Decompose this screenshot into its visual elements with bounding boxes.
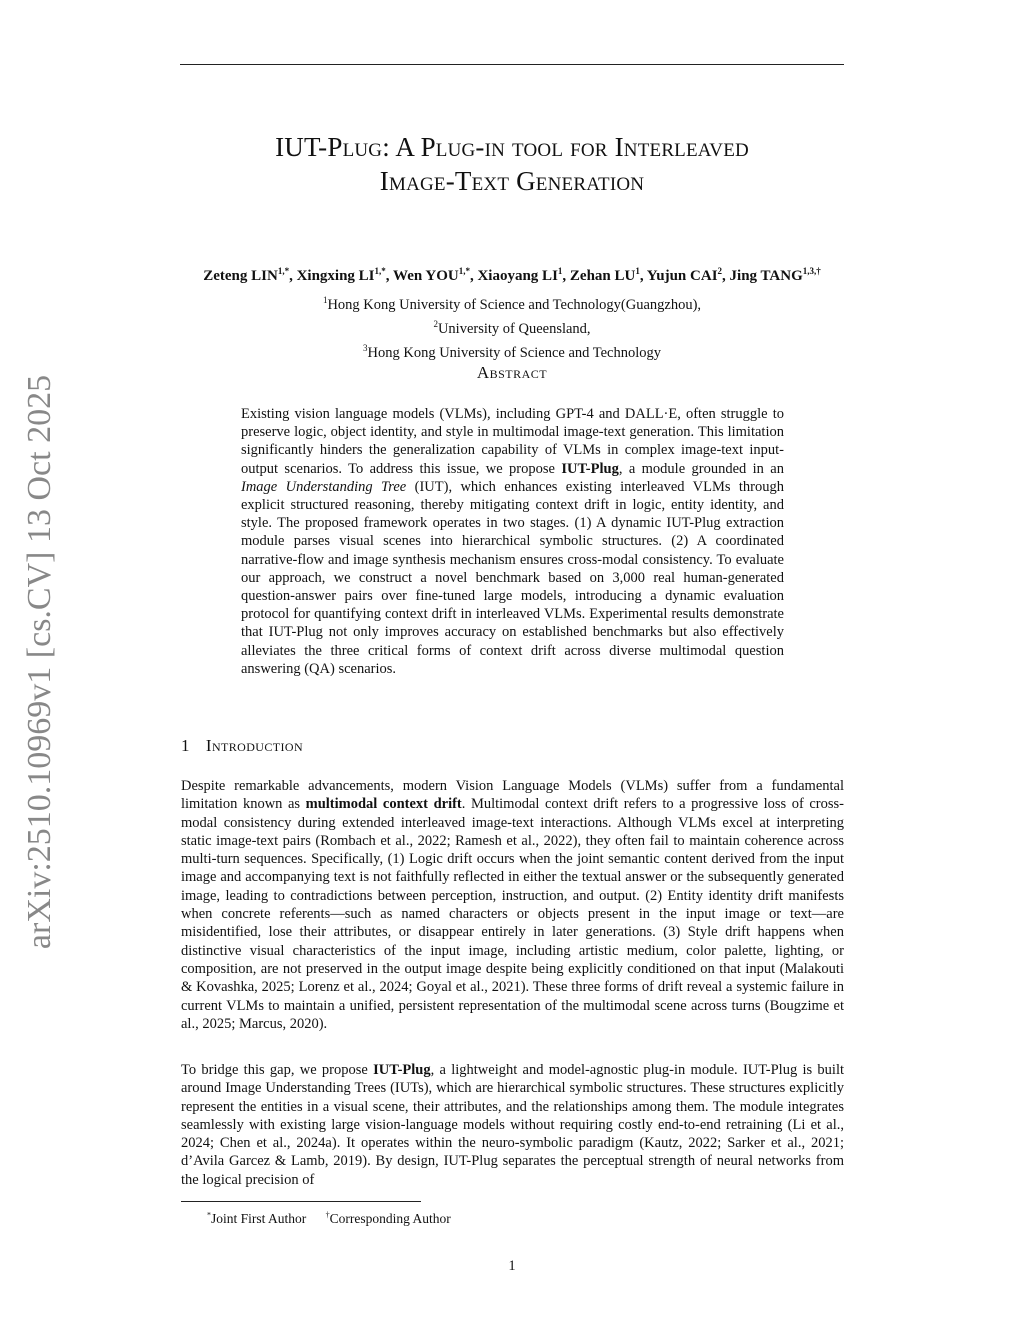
- author: Xiaoyang $LI^1$: [477, 266, 563, 284]
- section-number: 1: [181, 736, 190, 755]
- abstract-heading: Abstract: [476, 363, 548, 382]
- affiliation: $^3$Hong Kong University of Science and Technology: [363, 342, 661, 361]
- author: Zeteng $LIN^{1,*}$: [203, 266, 290, 284]
- intro-paragraph-2: To bridge this gap, we propose IUT-Plug, a lightweight and model-agnostic plug-in module. IUT-Plug is built around Image Understanding Trees (IUTs), which are hierarchical symbolic structures. These structures explicitly represent the entities in a visual scene, their attributes, and the relationships among them. The module integrates seamlessly with existing large vision-language models without requiring costly end-to-end retraining (Li et al., 2024; Chen et al., 2024a). It operates within the neuro-symbolic paradigm (Kautz, 2022; Sarker et al., 2021; d’Avila Garcez & Lamb, 2019). By design, IUT-Plug separates the perceptual strength of neural networks from the logical precision of: [181, 1062, 844, 1188]
- page-number: 1: [508, 1258, 516, 1274]
- title-line-2: Image-Text Generation: [379, 166, 645, 196]
- author: Yujun CAI$^2$: [646, 266, 723, 284]
- affiliation: $^2$University of Queensland,: [433, 318, 591, 337]
- arxiv-identifier-sidebar: arXiv:2510.10969v1 [cs.CV] 13 Oct 2025: [21, 374, 58, 950]
- author: Xingxing $LI^{1,*}$: [296, 266, 386, 284]
- author: Jing $TANG^{1,3,\dagger}$: [729, 266, 821, 284]
- affiliation-list: [150, 291, 874, 362]
- abstract-body: Existing vision language models (VLMs), including GPT-4 and DALL·E, often struggle to preserve logic, object identity, and style in multimodal image-text generation. This limitation significantly hinders the generalization capability of VLMs in complex image-text input-output scenarios. To address this issue, we propose IUT-Plug, a module grounded in an Image Understanding Tree (IUT), which enhances existing interleaved VLMs through explicit structured reasoning, thereby mitigating context drift in logic, entity identity, and style. The proposed framework operates in two stages. (1) A dynamic IUT-Plug extraction module parses visual scenes into hierarchical symbolic structures. (2) A coordinated narrative-flow and image synthesis mechanism ensures cross-modal consistency. To evaluate our approach, we construct a novel benchmark based on 3,000 real human-generated question-answer pairs over fine-tuned large models, introducing a dynamic evaluation protocol for quantifying context drift in interleaved VLMs. Experimental results demonstrate that IUT-Plug not only improves accuracy on established benchmarks but also effectively alleviates the three critical forms of context drift across diverse multimodal question answering (QA) scenarios.: [241, 406, 784, 677]
- footnote-corresponding: †Corresponding Author: [325, 1210, 451, 1226]
- section-title: Introduction: [205, 736, 304, 755]
- author-list: Zeteng $LIN^{1,*}$, Xingxing $LI^{1,*}$, Wen $YOU^{1,*}$, Xiaoyang $LI^1$, Zehan $LU^1$, Yujun CAI$^2$, Jing $TANG^{1,3,\dagger}$: [203, 266, 821, 284]
- top-rule: [180, 64, 844, 65]
- footnote-rule: [181, 1201, 421, 1202]
- title-line-1: IUT-Plug: A Plug-in tool for Interleaved: [275, 132, 749, 162]
- intro-paragraph-1: Despite remarkable advancements, modern Vision Language Models (VLMs) suffer from a fundamental limitation known as multimodal context drift. Multimodal context drift refers to a progressive loss of cross-modal consistency during extended interleaved image-text interactions. Although VLMs excel at interpreting static image-text pairs (Rombach et al., 2022; Ramesh et al., 2022), they often fail to maintain coherence across multi-turn sequences. Specifically, (1) Logic drift occurs when the joint semantic content derived from the input image and accompanying text is not faithfully reflected in either the textual answer or the subsequently generated image, leading to contradictions between perception, instruction, and output. (2) Entity identity drift manifests when concrete referents—such as named characters or objects present in the input image or text—are misidentified, lose their attributes, or disappear entirely in later generations. (3) Style drift happens when distinctive visual characteristics of the input image, including artistic medium, color palette, lighting, or composition, are not preserved in the output image despite being explicitly conditioned on that input (Malakouti & Kovashka, 2025; Lorenz et al., 2024; Goyal et al., 2021). These three forms of drift reveal a systemic failure in current VLMs to maintain a unified, persistent representation of the multimodal scene across turns (Bougzime et al., 2025; Marcus, 2020).: [181, 778, 845, 1032]
- author: Zehan $LU^1$: [569, 266, 640, 284]
- section-heading-introduction: [181, 736, 681, 756]
- paper-title: [150, 130, 874, 198]
- author: Wen $YOU^{1,*}$: [393, 266, 470, 284]
- footnotes: [207, 1206, 451, 1228]
- footnote-joint-first: *Joint First Author: [207, 1210, 307, 1226]
- affiliation: $^1$Hong Kong University of Science and Technology(Guangzhou),: [322, 295, 702, 313]
